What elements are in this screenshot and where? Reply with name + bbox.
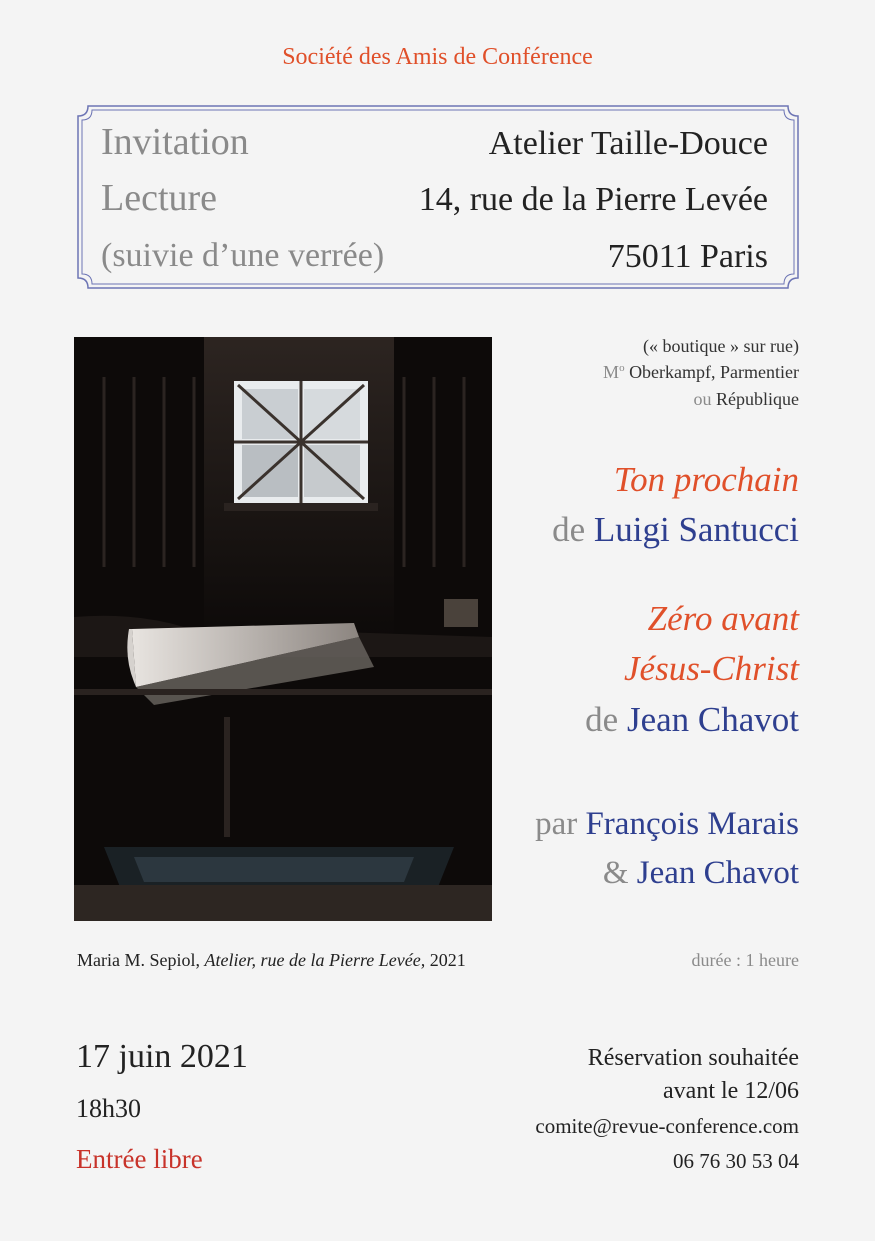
event-date: 17 juin 2021: [76, 1038, 248, 1075]
reservation-phone: 06 76 30 53 04: [673, 1149, 799, 1173]
metro-prefix: M: [603, 362, 620, 382]
or-word: ou: [693, 389, 712, 409]
work2-author: Jean Chavot: [626, 700, 799, 739]
reader1-name: François Marais: [585, 806, 799, 842]
caption-artist: Maria M. Sepiol,: [77, 950, 200, 970]
last-station: République: [716, 389, 799, 409]
metro-sup: o: [619, 362, 625, 374]
society-name: Société des Amis de Conférence: [282, 44, 593, 70]
duration-label: durée : 1 heure: [691, 950, 799, 970]
verree-label: (suivie d’une verrée): [101, 237, 385, 274]
reservation-line1: Réservation souhaitée: [587, 1045, 799, 1071]
reservation-line2: avant le 12/06: [663, 1078, 799, 1104]
work2-credit: [585, 702, 799, 737]
work2-title-line2: Jésus-Christ: [624, 649, 799, 688]
work1-author: Luigi Santucci: [593, 510, 799, 549]
invitation-label: Invitation: [101, 121, 249, 163]
venue-name: Atelier Taille-Douce: [488, 125, 768, 162]
photo-caption: [77, 950, 466, 971]
readers-amp: &: [602, 855, 629, 891]
metro-alt: [694, 389, 800, 410]
access-note: (« boutique » sur rue): [643, 336, 799, 356]
atelier-photo: [74, 337, 492, 921]
reader2-name: Jean Chavot: [636, 855, 799, 891]
lecture-label: Lecture: [101, 177, 218, 219]
readers-by: par: [535, 806, 578, 842]
reservation-email[interactable]: comite@revue-conference.com: [535, 1114, 799, 1138]
entry-label: Entrée libre: [76, 1144, 203, 1174]
street-address: 14, rue de la Pierre Levée: [418, 181, 768, 218]
city-address: 75011 Paris: [607, 238, 768, 275]
reader1-line: [535, 808, 799, 841]
metro-stations: Oberkampf, Parmentier: [629, 362, 799, 382]
work2-title-line1: Zéro avant: [647, 599, 799, 638]
work2-by: de: [585, 700, 619, 739]
reader2-line: [603, 857, 799, 890]
event-time: 18h30: [76, 1094, 141, 1123]
work1-credit: [552, 512, 799, 547]
work1-by: de: [552, 510, 586, 549]
caption-title: Atelier, rue de la Pierre Levée,: [204, 950, 426, 970]
caption-year: 2021: [429, 950, 466, 970]
work1-title: Ton prochain: [613, 460, 799, 499]
metro-line: [603, 362, 799, 383]
